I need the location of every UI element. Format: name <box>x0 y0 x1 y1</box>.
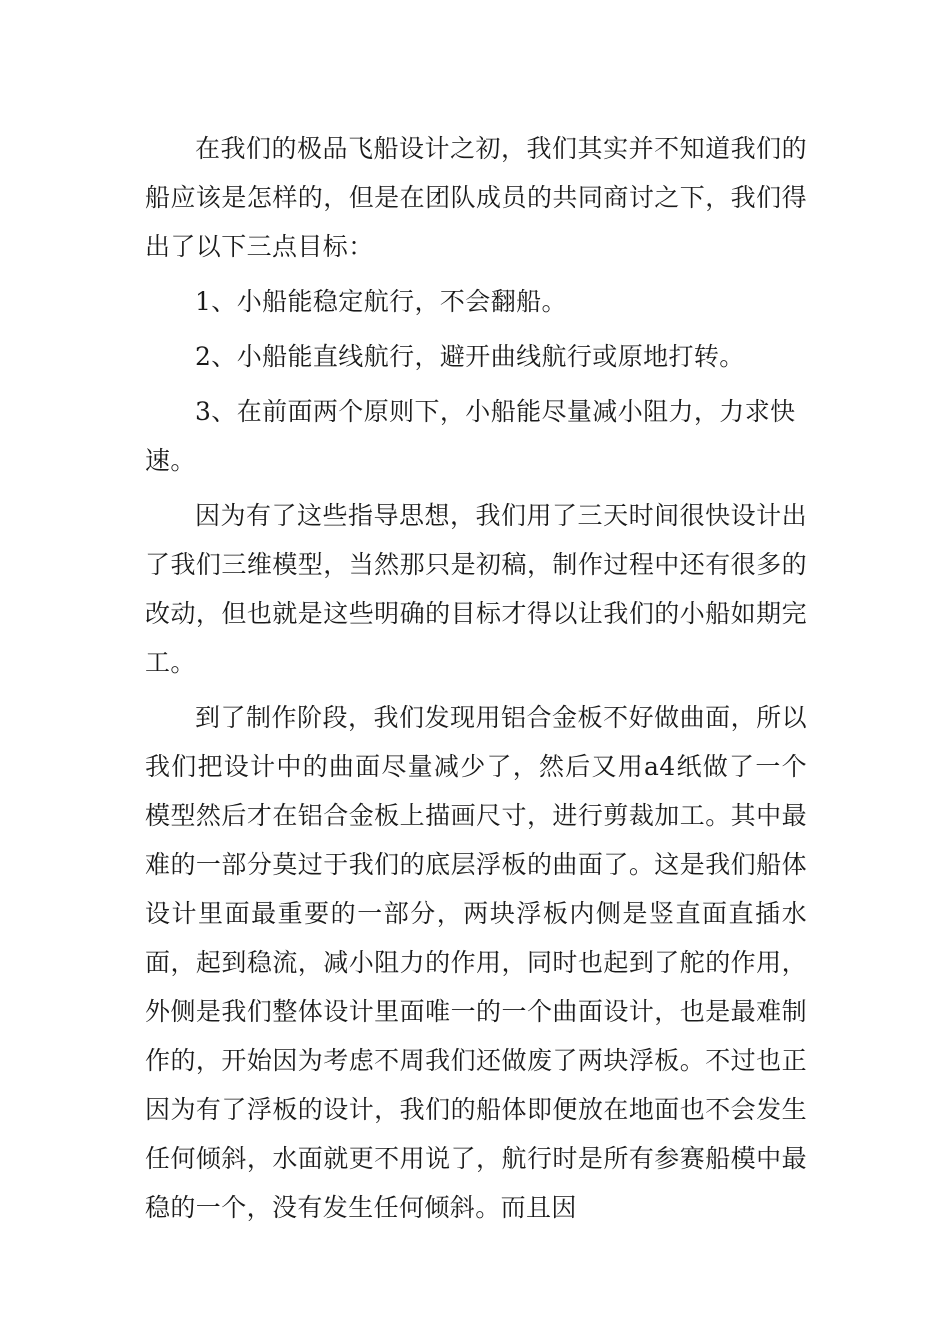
production-paragraph: 到了制作阶段，我们发现用铝合金板不好做曲面，所以我们把设计中的曲面尽量减少了，然后又用a4纸做了一个模型然后才在铝合金板上描画尺寸，进行剪裁加工。其中最难的一部分莫过于我们的底层浮板的曲面了。这是我们船体设计里面最重要的一部分，两块浮板内侧是竖直面直插水面，起到稳流，减小阻力的作用，同时也起到了舵的作用，外侧是我们整体设计里面唯一的一个曲面设计，也是最难制作的，开始因为考虑不周我们还做废了两块浮板。不过也正因为有了浮板的设计，我们的船体即便放在地面也不会发生任何倾斜，水面就更不用说了，航行时是所有参赛船模中最稳的一个，没有发生任何倾斜。而且因 <box>145 703 807 1222</box>
intro-paragraph: 在我们的极品飞船设计之初，我们其实并不知道我们的船应该是怎样的，但是在团队成员的共同商讨之下，我们得出了以下三点目标： <box>145 134 807 261</box>
goal-item-1: 1、小船能稳定航行，不会翻船。 <box>195 287 567 316</box>
document-page <box>145 124 807 1232</box>
goal-item-3: 3、在前面两个原则下，小船能尽量减小阻力，力求快速。 <box>145 397 796 475</box>
design-paragraph: 因为有了这些指导思想，我们用了三天时间很快设计出了我们三维模型，当然那只是初稿，制作过程中还有很多的改动，但也就是这些明确的目标才得以让我们的小船如期完工。 <box>145 501 807 677</box>
goal-item-2: 2、小船能直线航行，避开曲线航行或原地打转。 <box>195 342 745 371</box>
